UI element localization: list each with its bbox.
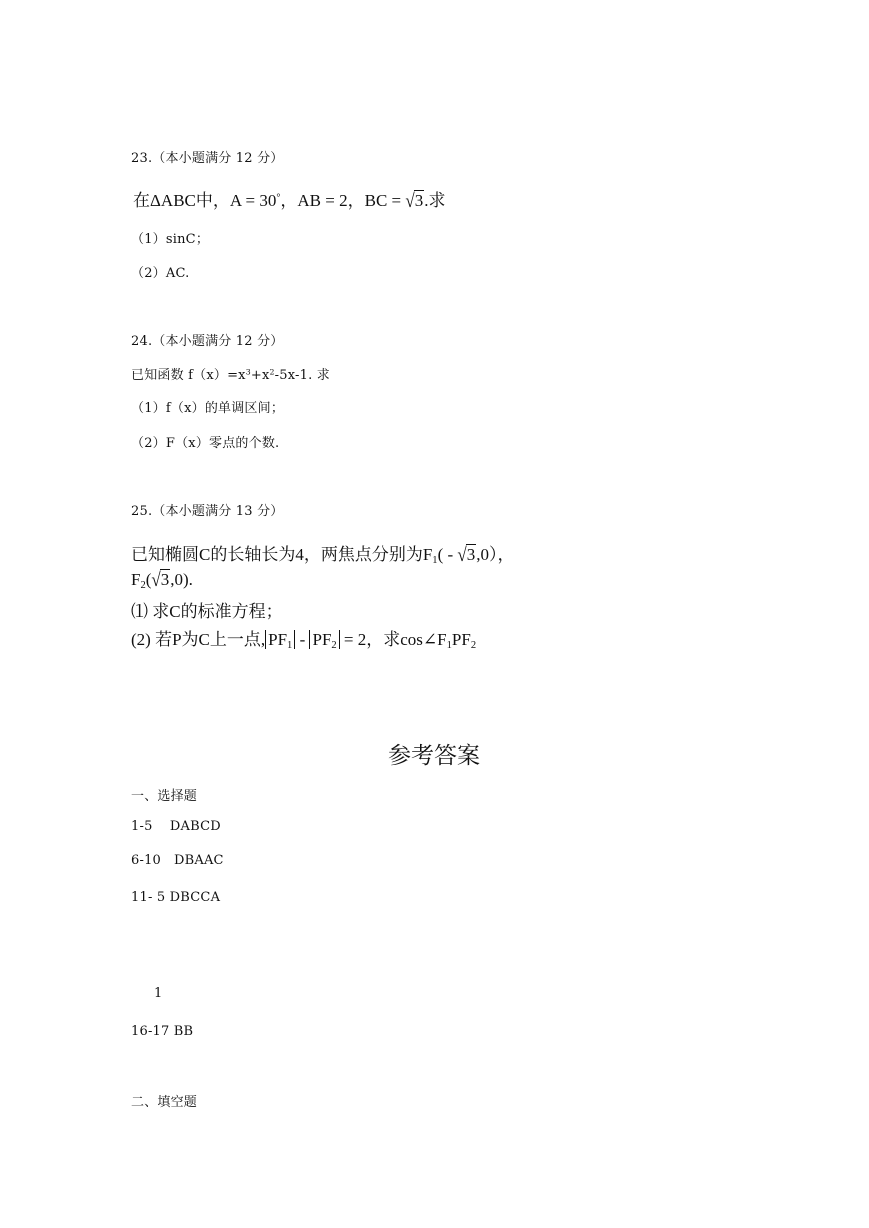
answers-row-16-17: 16-17 BB — [131, 1024, 194, 1039]
q25-line2-open: ( — [145, 570, 152, 589]
answers-section-choice: 一、选择题 — [131, 789, 198, 804]
q25-stem — [131, 540, 514, 565]
q25-stem-open: ( - — [437, 545, 458, 564]
q23-stem-prefix: 在ΔABC中，A = 30 — [133, 191, 277, 210]
q25-line2-sub: 2 — [140, 580, 146, 592]
q23-part2: （2）AC. — [131, 266, 190, 281]
q24-part1: （1）f（x）的单调区间； — [131, 401, 285, 416]
q25-part2-prefix: (2) 若P为C上一点, — [131, 630, 266, 649]
q24-part2: （2）F（x）零点的个数. — [131, 436, 280, 451]
q25-pf2-text: PF — [312, 630, 332, 649]
q25-part2-eq: = 2，求cos∠F — [339, 630, 447, 649]
stray-page-number: 1 — [154, 986, 163, 1001]
answers-section-fill: 二、填空题 — [131, 1095, 198, 1110]
q25-line2-sqrt-value: 3 — [160, 570, 170, 589]
q25-cos-sub1: 1 — [446, 640, 452, 652]
q25-abs-pf1 — [265, 630, 295, 652]
q25-cos-pf: PF — [451, 630, 471, 649]
q25-pf1-text: PF — [268, 630, 288, 649]
q23-stem-mid: ，AB = 2，BC = — [280, 191, 406, 210]
q25-stem-tail: ,0）， — [476, 545, 515, 564]
q23-sqrt-value: 3 — [414, 191, 424, 210]
q24-exp3: 3 — [245, 367, 251, 377]
q25-sqrt: √3 — [457, 543, 476, 566]
q25-pf2-sub: 2 — [331, 640, 337, 652]
q23-sqrt: √3 — [405, 189, 424, 212]
q23-stem — [133, 186, 445, 211]
q25-line2-tail: ,0). — [170, 570, 193, 589]
q25-stem-line2 — [131, 570, 193, 590]
answers-row-11-15: 11- 5 DBCCA — [131, 890, 221, 905]
q25-abs-pf2 — [309, 630, 339, 652]
q24-exp2: 2 — [269, 367, 275, 377]
answers-title: 参考答案 — [388, 743, 480, 768]
answers-row-6-10: 6-10 DBAAC — [131, 853, 224, 868]
q25-cos-sub2: 2 — [470, 640, 477, 652]
q25-stem-sub1: 1 — [432, 555, 438, 567]
q25-stem-prefix: 已知椭圆C的长轴长为4，两焦点分别为F — [131, 545, 433, 564]
answers-row-1-5: 1-5 DABCD — [131, 819, 221, 834]
q25-part1: ⑴ 求C的标准方程； — [131, 602, 283, 621]
q24-stem — [131, 364, 330, 383]
q25-part2-minus: - — [295, 630, 310, 649]
q25-header: 25.（本小题满分 13 分） — [131, 504, 284, 519]
q23-degree: ° — [276, 192, 281, 204]
q24-header: 24.（本小题满分 12 分） — [131, 334, 284, 349]
q24-stem-prefix: 已知函数 f（x）=x — [131, 368, 246, 383]
q25-pf1-sub: 1 — [287, 640, 293, 652]
q23-part1: （1）sinC； — [131, 232, 210, 247]
q25-line2-f: F — [131, 570, 141, 589]
q25-sqrt-value: 3 — [466, 545, 476, 564]
q23-stem-suffix: .求 — [424, 191, 446, 210]
q24-stem-suffix: -5x-1. 求 — [274, 368, 330, 383]
q25-part2 — [131, 625, 476, 650]
q25-line2-sqrt: √3 — [151, 568, 170, 591]
q23-header: 23.（本小题满分 12 分） — [131, 151, 284, 166]
q24-stem-plus: +x — [250, 368, 270, 383]
